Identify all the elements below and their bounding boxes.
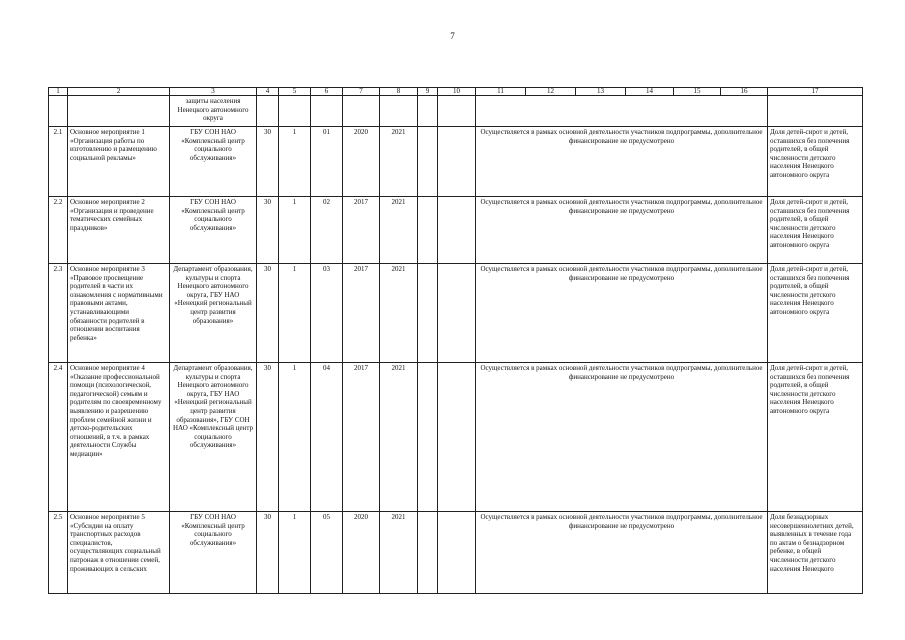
table-row: [49, 363, 863, 512]
executor-cell: ГБУ СОН НАО «Комплексный центр социального обслуживания»: [170, 127, 257, 197]
end-year: 2021: [380, 264, 418, 363]
funding-note: Осуществляется в рамках основной деятельности участников подпрограммы, дополнительное финансирование не предусмотрено: [476, 512, 768, 594]
end-year: 2021: [380, 512, 418, 594]
indicator-cell: Доля детей-сирот и детей, оставшихся без попечения родителей, в общей численности детского населения Ненецкого автономного округа: [768, 264, 863, 363]
column-number-row: [49, 88, 863, 96]
executor-cell: Департамент образования, культуры и спорта Ненецкого автономного округа, ГБУ НАО «Ненецкий региональный центр развития образования»: [170, 264, 257, 363]
col-header: 4: [257, 88, 279, 96]
funding-note: Осуществляется в рамках основной деятельности участников подпрограммы, дополнительное финансирование не предусмотрено: [476, 363, 768, 512]
end-year: 2021: [380, 197, 418, 264]
continuation-row: [49, 96, 863, 127]
col-header: 1: [49, 88, 68, 96]
measure-name: Основное мероприятие 4 «Оказание профессиональной помощи (психологической, педагогической) семьям и родителям по своевременному выявлению и разрешению проблем семейной жизни и детско-родительских отношений, в т.ч. в рамках деятельности Службы медиации»: [68, 363, 170, 512]
end-year: 2021: [380, 363, 418, 512]
indicator-cell: Доля детей-сирот и детей, оставшихся без попечения родителей, в общей численности детского населения Ненецкого автономного округа: [768, 363, 863, 512]
col-header: 7: [343, 88, 380, 96]
executor-cell: защиты населения Ненецкого автономного округа: [170, 96, 257, 127]
code-cell: 30: [257, 127, 279, 197]
page-number: 7: [450, 31, 455, 41]
code-cell: 03: [311, 264, 343, 363]
start-year: 2017: [343, 363, 380, 512]
col-header: 2: [68, 88, 170, 96]
code-cell: 01: [311, 127, 343, 197]
indicator-cell: Доля детей-сирот и детей, оставшихся без попечения родителей, в общей численности детского населения Ненецкого автономного округа: [768, 127, 863, 197]
measure-name: Основное мероприятие 5 «Субсидии на оплату транспортных расходов специалистов, осуществляющих социальный патронаж в отношении семей, проживающих в сельских: [68, 512, 170, 594]
code-cell: 1: [279, 197, 311, 264]
measure-name: Основное мероприятие 3 «Правовое просвещение родителей в части их ознакомления с нормативными правовыми актами, устанавливающими обязанности родителей в отношении воспитания ребенка»: [68, 264, 170, 363]
col-header: 17: [768, 88, 863, 96]
col-header: 12: [526, 88, 576, 96]
col-header: 9: [418, 88, 438, 96]
code-cell: 1: [279, 512, 311, 594]
executor-cell: ГБУ СОН НАО «Комплексный центр социального обслуживания»: [170, 197, 257, 264]
table-row: [49, 512, 863, 594]
col-header: 16: [721, 88, 768, 96]
start-year: 2017: [343, 197, 380, 264]
col-header: 14: [626, 88, 674, 96]
code-cell: 30: [257, 512, 279, 594]
row-number: 2.2: [49, 197, 68, 264]
code-cell: 30: [257, 197, 279, 264]
col-header: 13: [576, 88, 626, 96]
code-cell: 04: [311, 363, 343, 512]
program-table: [48, 87, 863, 594]
table-row: [49, 197, 863, 264]
code-cell: 1: [279, 127, 311, 197]
row-number: 2.3: [49, 264, 68, 363]
code-cell: 02: [311, 197, 343, 264]
col-header: 8: [380, 88, 418, 96]
code-cell: 30: [257, 363, 279, 512]
col-header: 11: [476, 88, 526, 96]
code-cell: 1: [279, 264, 311, 363]
funding-note: Осуществляется в рамках основной деятельности участников подпрограммы, дополнительное финансирование не предусмотрено: [476, 197, 768, 264]
col-header: 5: [279, 88, 311, 96]
row-number: 2.4: [49, 363, 68, 512]
row-number: 2.5: [49, 512, 68, 594]
code-cell: 30: [257, 264, 279, 363]
indicator-cell: Доля детей-сирот и детей, оставшихся без попечения родителей, в общей численности детского населения Ненецкого автономного округа: [768, 197, 863, 264]
start-year: 2017: [343, 264, 380, 363]
executor-cell: Департамент образования, культуры и спорта Ненецкого автономного округа, ГБУ НАО «Ненецкий региональный центр развития образования», ГБУ СОН НАО «Комплексный центр социального обслуживания»: [170, 363, 257, 512]
measure-name: Основное мероприятие 1 «Организация работы по изготовлению и размещению социальной рекламы»: [68, 127, 170, 197]
measure-name: Основное мероприятие 2 «Организация и проведение тематических семейных праздников»: [68, 197, 170, 264]
col-header: 3: [170, 88, 257, 96]
col-header: 10: [438, 88, 476, 96]
table-row: [49, 127, 863, 197]
end-year: 2021: [380, 127, 418, 197]
col-header: 6: [311, 88, 343, 96]
table-row: [49, 264, 863, 363]
col-header: 15: [674, 88, 721, 96]
start-year: 2020: [343, 127, 380, 197]
funding-note: Осуществляется в рамках основной деятельности участников подпрограммы, дополнительное финансирование не предусмотрено: [476, 264, 768, 363]
indicator-cell: Доля безнадзорных несовершеннолетних детей, выявленных в течение года по актам о безнадзорном ребенке, в общей численности детского населения Ненецкого: [768, 512, 863, 594]
start-year: 2020: [343, 512, 380, 594]
row-number: 2.1: [49, 127, 68, 197]
executor-cell: ГБУ СОН НАО «Комплексный центр социального обслуживания»: [170, 512, 257, 594]
code-cell: 05: [311, 512, 343, 594]
funding-note: Осуществляется в рамках основной деятельности участников подпрограммы, дополнительное финансирование не предусмотрено: [476, 127, 768, 197]
code-cell: 1: [279, 363, 311, 512]
